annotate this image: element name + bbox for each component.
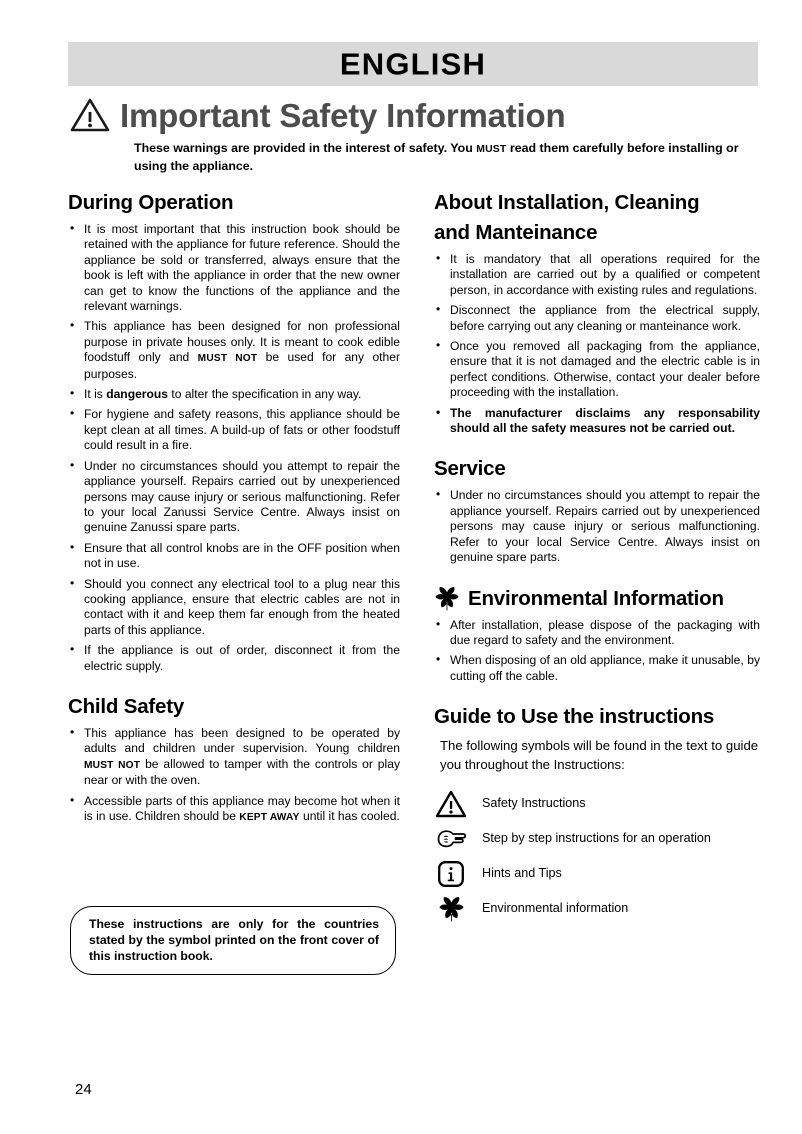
countries-callout-box [70,906,396,975]
page-title [70,93,760,137]
list-item [68,643,400,674]
language-band-label: ENGLISH [339,46,487,82]
list-item [68,577,400,639]
guide-intro-text: The following symbols will be found in the text to guide you throughout the Instructions: [440,738,759,773]
legend-label-environmental: Environmental information [482,901,629,916]
body-text: Under no circumstances should you attempt to repair the appliance yourself. Repairs carried out by unexperienced persons may cause injury or serious malfunctioning. Refer to your local Service Centre. Always insist on genuine spare parts. [450,488,760,565]
section-heading-child-safety: Child Safety [68,694,185,718]
body-text: When disposing of an old appliance, make it unusable, by cutting off the cable. [450,653,760,683]
list-environmental [434,618,760,685]
body-text: Disconnect the appliance from the electrical supply, before carrying out any cleaning or manteinance work. [450,303,760,333]
legend-label-hints: Hints and Tips [482,866,562,881]
info-box-icon [434,860,468,888]
body-text: Ensure that all control knobs are in the OFF position when not in use. [84,540,400,571]
body-text: It is [84,387,107,402]
body-text: Accessible parts of this appliance may become hot when it is in use. Children should be [84,793,400,823]
flower-icon [434,896,468,922]
countries-callout-text: These instructions are only for the countries stated by the symbol printed on the front cover of this instruction book. [89,917,379,963]
list-item [434,406,760,437]
list-child-safety [68,726,400,825]
body-text: Once you removed all packaging from the appliance, ensure that it is not damaged and the electric cable is in perfect conditions. Otherwise, contact your dealer before proceeding with the installation. [450,339,760,400]
list-item [434,339,760,401]
section-heading-installation-line1: About Installation, Cleaning [434,191,700,214]
body-text: It is most important that this instruction book should be retained with the appliance for future reference. Should the appliance be sold or transferred, always ensure that the book is left with the appliance in order that the new owner can get to know the functions of the appliance and the relevant warnings. [84,222,400,314]
section-heading-installation-line2: and Manteinance [434,221,598,244]
legend-label-step-by-step: Step by step instructions for an operation [482,831,711,846]
section-heading-service: Service [434,457,506,481]
section-heading-environmental-label: Environmental Information [468,586,724,610]
legend-row-safety [434,786,760,821]
body-text: This appliance has been designed for non professional purpose in private houses only. It is meant to cook edible foodstuff only and [84,319,400,365]
legend-row-environmental [434,891,760,926]
list-item [68,407,400,453]
symbol-legend [434,786,760,926]
body-text: For hygiene and safety reasons, this appliance should be kept clean at all times. A build-up of fats or other foodstuff could result in a fire. [84,407,400,453]
section-heading-during-operation: During Operation [68,191,234,214]
legend-row-step-by-step [434,821,760,856]
body-text: After installation, please dispose of the packaging with due regard to safety and the environment. [450,617,760,647]
page-title-text: Important Safety Information [120,96,566,134]
warning-triangle-icon [70,98,110,132]
body-text: be allowed to tamper with the controls or play near or with the oven. [84,756,400,788]
pointing-hand-icon [434,827,468,851]
section-heading-guide: Guide to Use the instructions [434,705,715,729]
body-text: This appliance has been designed to be operated by adults and children under supervision. Young children [84,725,400,756]
emphasis-text: The manufacturer disclaims any responsability should all the safety measures not be carried out. [450,405,760,436]
body-text: Under no circumstances should you attempt to repair the appliance yourself. Repairs carried out by unexperienced persons may cause injury or serious malfunctioning. Refer to your local Zanussi Service Centre. Always insist on genuine Zanussi spare parts. [84,458,400,535]
legend-row-hints [434,856,760,891]
list-item [68,319,400,382]
list-service [434,488,760,565]
intro-text-part1: These warnings are provided in the interest of safety. You [134,141,477,155]
list-item [68,222,400,314]
legend-label-safety: Safety Instructions [482,796,586,811]
list-item [68,541,400,572]
smallcaps-text: KEPT AWAY [239,812,300,823]
warning-triangle-icon [434,790,468,818]
right-column [434,190,760,926]
list-item [434,618,760,649]
intro-paragraph [134,140,758,175]
list-item [434,653,760,684]
list-item [434,488,760,565]
list-item [68,726,400,789]
body-text: until it has cooled. [299,809,400,823]
smallcaps-text: MUST NOT [84,759,141,771]
intro-smallcaps-must: MUST [476,144,507,155]
list-installation [434,252,760,436]
list-item [68,459,400,536]
section-heading-environmental [434,586,760,612]
list-item [68,387,400,402]
list-during-operation [68,222,400,674]
body-text: to alter the specification in any way. [168,387,362,402]
smallcaps-text: MUST NOT [197,353,258,365]
intro-text-part2: read them carefully before installing or using the appliance. [134,141,739,173]
page-number: 24 [75,1081,92,1098]
body-text: Should you connect any electrical tool to a plug near this cooking appliance, ensure that electric cables are not in contact with it and keep them far enough from the heated parts of this appliance. [84,576,400,637]
emphasis-text: dangerous [106,387,169,402]
list-item [434,303,760,334]
list-item [68,794,400,826]
list-item [434,252,760,298]
flower-icon [434,586,460,611]
body-text: It is mandatory that all operations required for the installation are carried out by a qualified or competent person, in accordance with existing rules and regulations. [450,252,760,297]
body-text: If the appliance is out of order, disconnect it from the electric supply. [84,643,400,673]
language-band [68,42,758,86]
left-column [68,190,400,830]
body-text: be used for any other purposes. [84,350,401,381]
